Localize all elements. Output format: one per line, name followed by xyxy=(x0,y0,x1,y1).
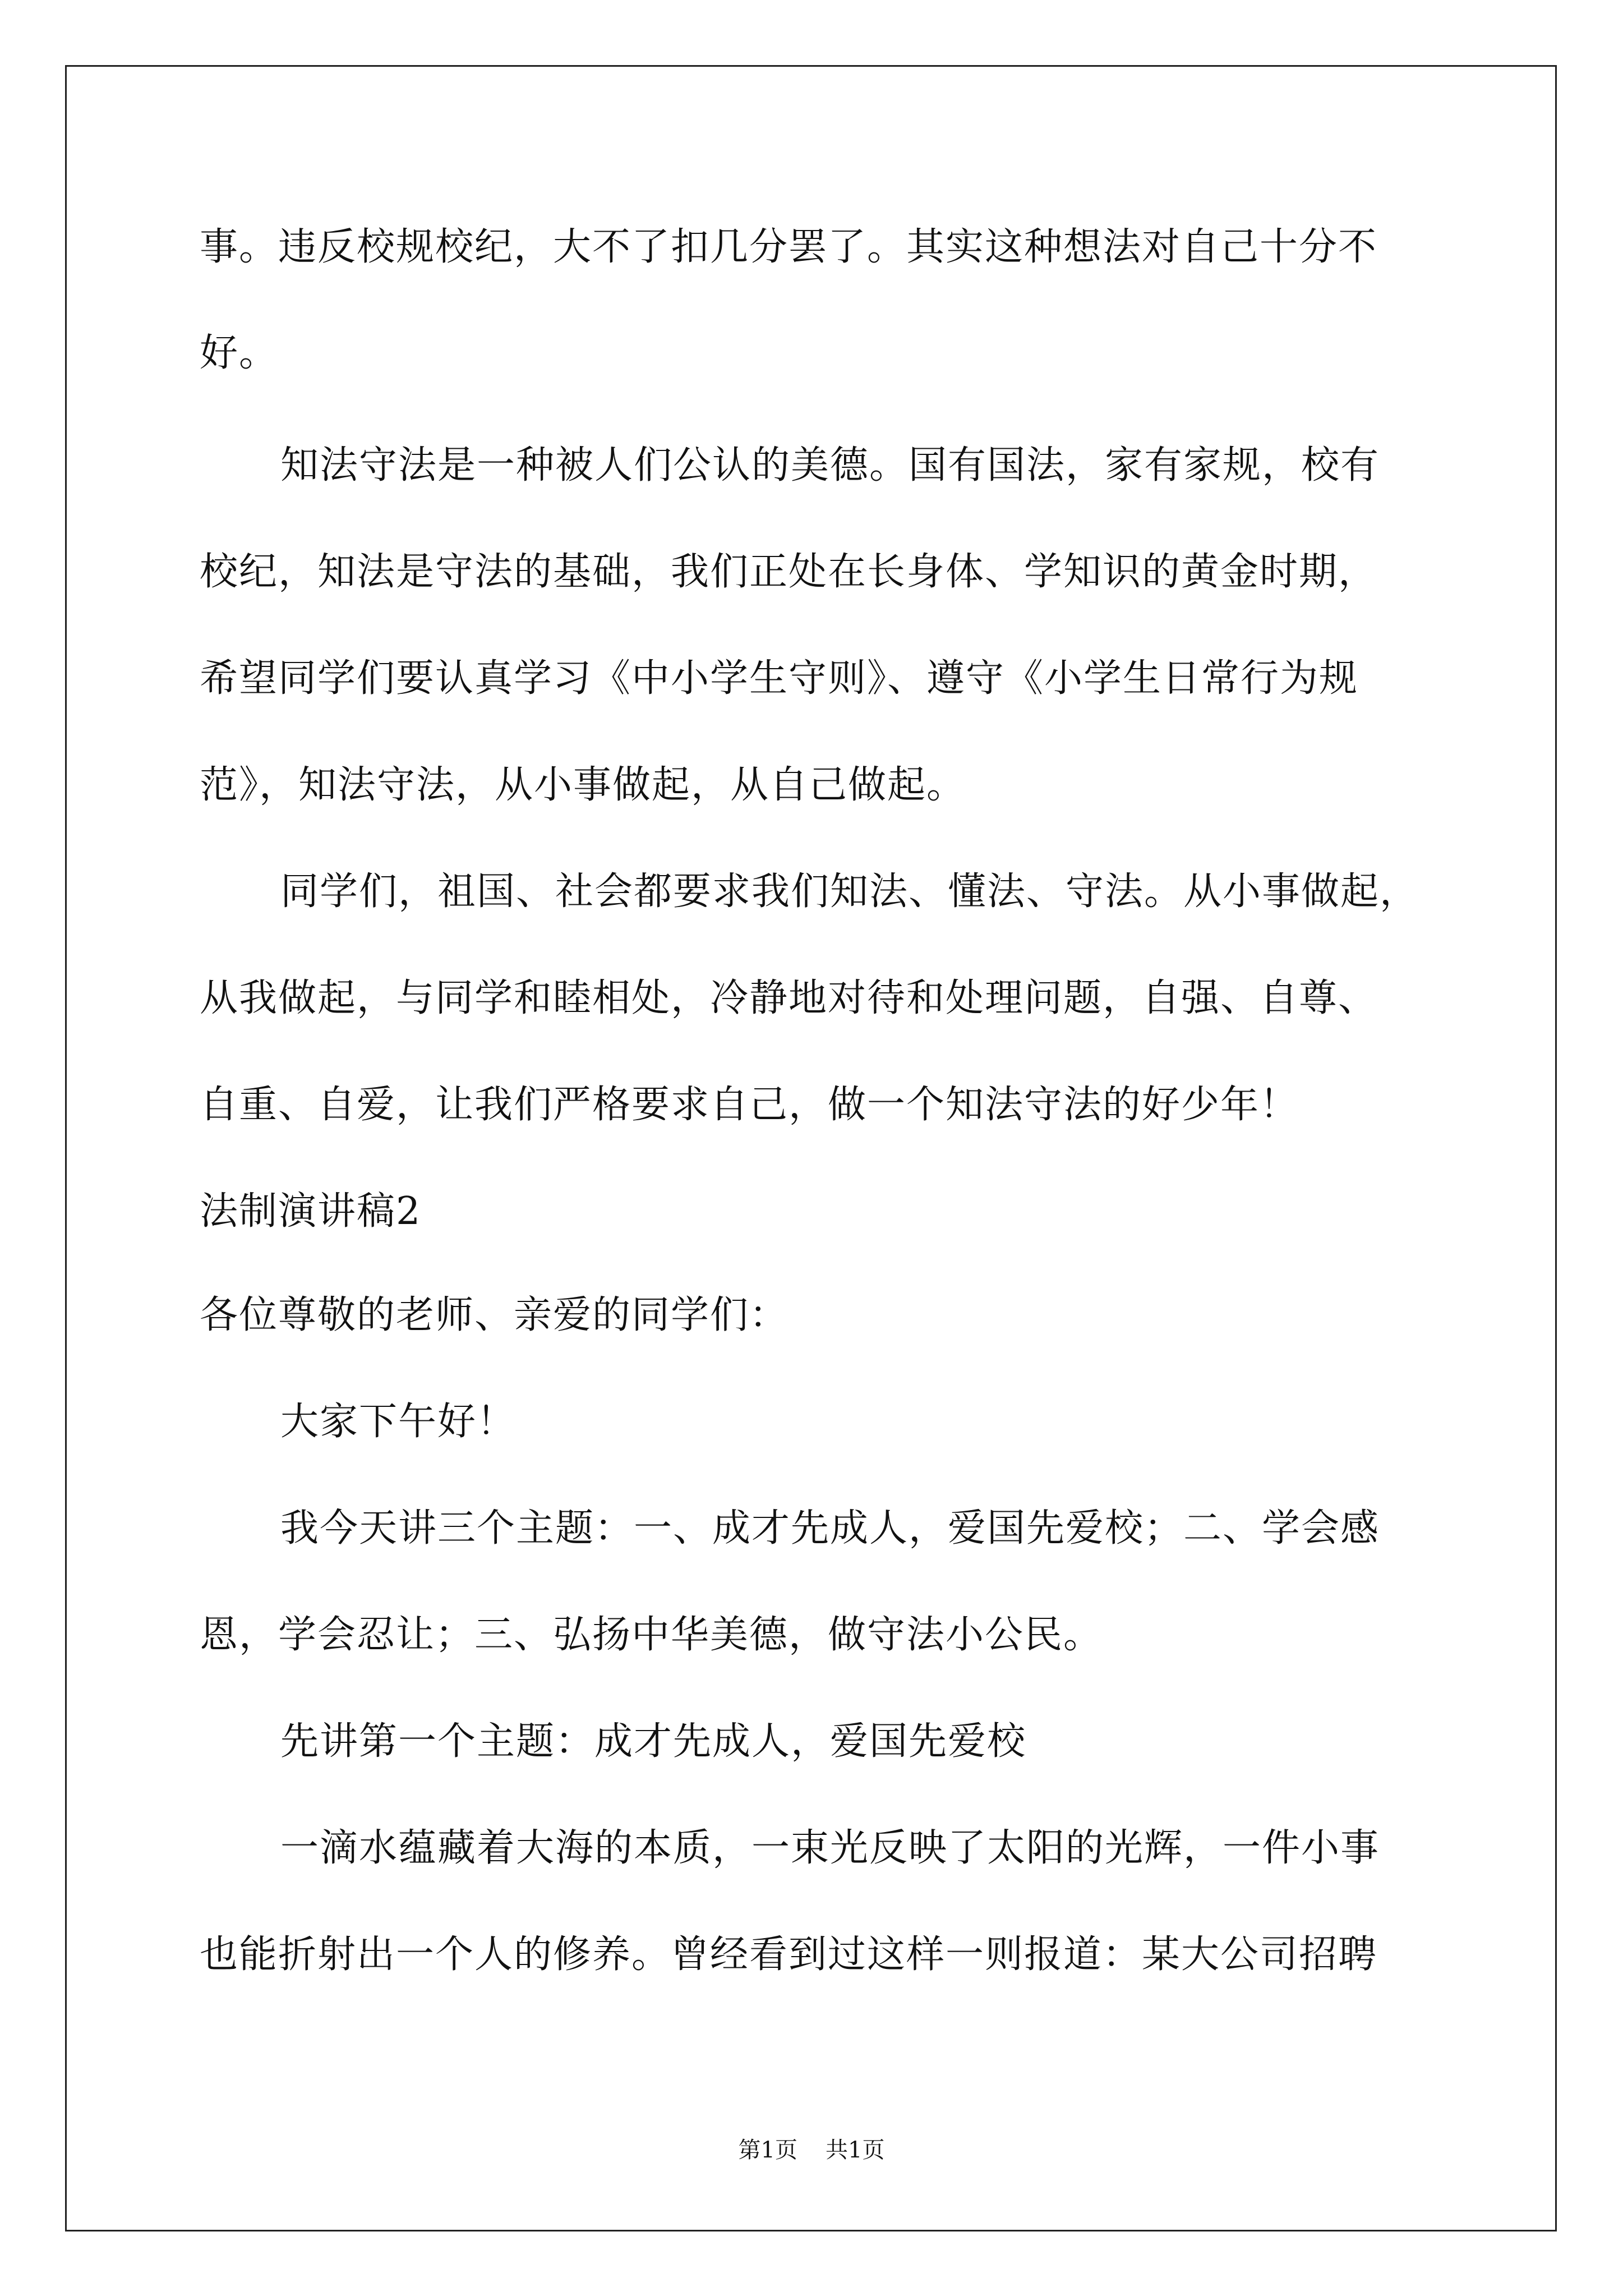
paragraph-line: 自重、自爱，让我们严格要求自己，做一个知法守法的好少年！ xyxy=(200,1083,1299,1127)
page-footer xyxy=(0,2136,1623,2164)
paragraph-line: 校纪，知法是守法的基础，我们正处在长身体、学知识的黄金时期， xyxy=(200,550,1378,594)
paragraph-line: 希望同学们要认真学习《中小学生守则》、遵守《小学生日常行为规 xyxy=(200,656,1359,701)
paragraph-line: 知法守法是一种被人们公认的美德。国有国法，家有家规，校有 xyxy=(280,443,1380,487)
paragraph-line: 同学们，祖国、社会都要求我们知法、懂法、守法。从小事做起， xyxy=(280,869,1419,914)
page-number: 第1页 xyxy=(738,2137,797,2163)
paragraph-line: 事。违反校规校纪，大不了扣几分罢了。其实这种想法对自己十分不 xyxy=(200,225,1378,269)
paragraph-line: 我今天讲三个主题：一、成才先成人，爱国先爱校；二、学会感 xyxy=(280,1506,1380,1550)
section-heading: 法制演讲稿2 xyxy=(200,1189,422,1234)
paragraph-line: 先讲第一个主题：成才先成人，爱国先爱校 xyxy=(280,1719,1027,1764)
paragraph-line: 范》，知法守法，从小事做起，从自己做起。 xyxy=(200,763,966,807)
paragraph-line: 也能折射出一个人的修养。曾经看到过这样一则报道：某大公司招聘 xyxy=(200,1932,1378,1977)
paragraph-line: 好。 xyxy=(200,331,279,375)
page-total: 共1页 xyxy=(826,2137,885,2163)
paragraph-line: 从我做起，与同学和睦相处，冷静地对待和处理问题，自强、自尊、 xyxy=(200,976,1378,1020)
greeting: 大家下午好！ xyxy=(280,1400,517,1444)
page-frame xyxy=(65,65,1557,2231)
paragraph-line: 恩，学会忍让；三、弘扬中华美德，做守法小公民。 xyxy=(200,1613,1103,1657)
salutation: 各位尊敬的老师、亲爱的同学们： xyxy=(200,1293,789,1337)
paragraph-line: 一滴水蕴藏着大海的本质，一束光反映了太阳的光辉，一件小事 xyxy=(280,1826,1380,1870)
